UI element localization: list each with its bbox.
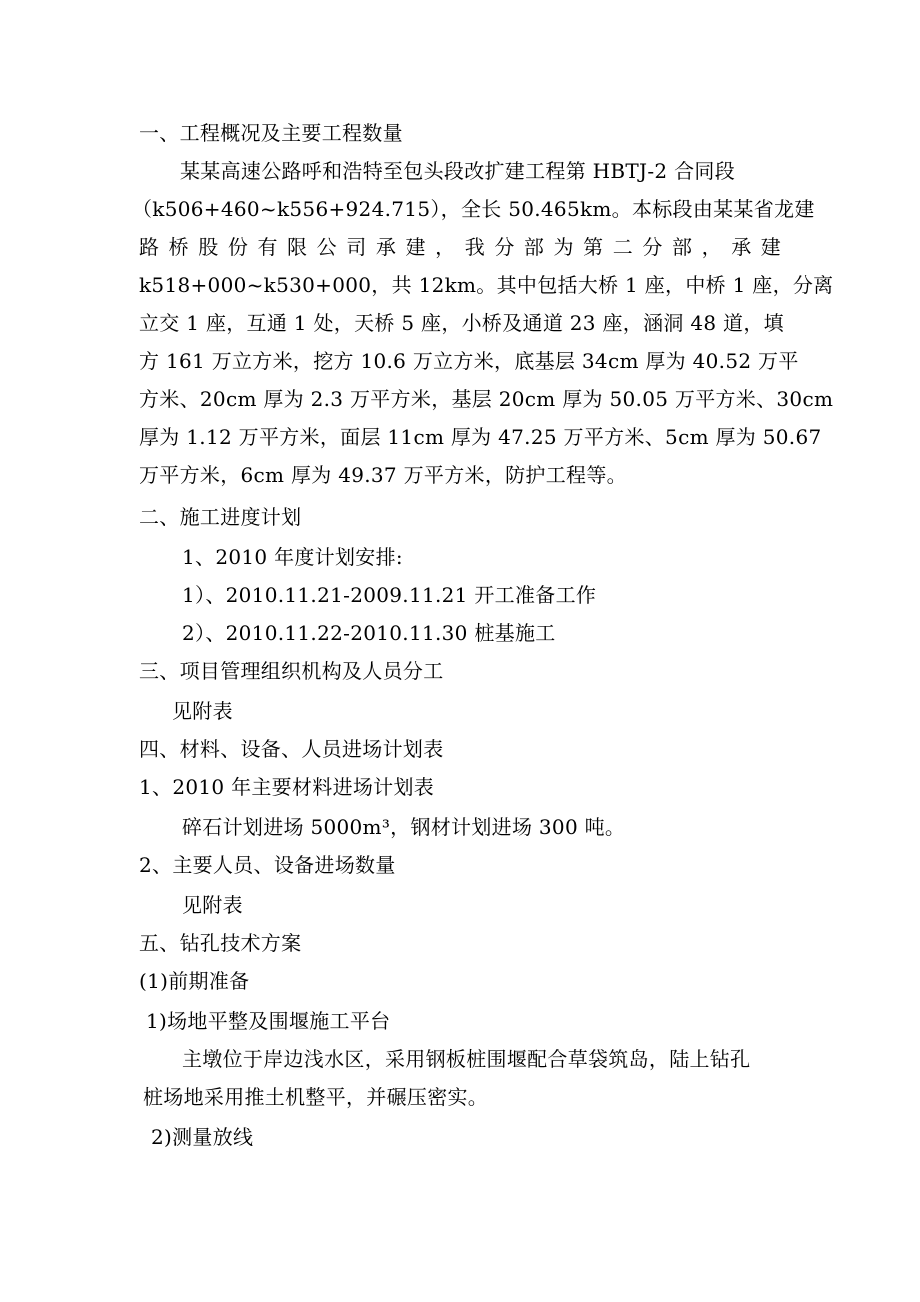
section-1-line-4: k518+000~k530+000，共 12km。其中包括大桥 1 座，中桥 1 座，分离 xyxy=(139,273,834,297)
section-1-line-7: 方米、20cm 厚为 2.3 万平方米，基层 20cm 厚为 50.05 万平方米、30cm xyxy=(139,387,834,411)
spaced-char: 司 xyxy=(346,235,367,259)
section-2-item-1: 1）、2010.11.21-2009.11.21 开工准备工作 xyxy=(182,583,597,607)
section-4-heading: 四、材料、设备、人员进场计划表 xyxy=(139,737,444,761)
section-4-sub-1-text: 碎石计划进场 5000m³，钢材计划进场 300 吨。 xyxy=(182,815,626,839)
spaced-char: 分 xyxy=(642,235,663,259)
section-5-text-1b: 桩场地采用推土机整平，并碾压密实。 xyxy=(143,1085,489,1109)
spaced-char: 有 xyxy=(257,235,278,259)
section-5-text-1a: 主墩位于岸边浅水区，采用钢板桩围堰配合草袋筑岛，陆上钻孔 xyxy=(182,1047,751,1071)
spaced-char: 为 xyxy=(553,235,574,259)
section-1-line-1: 某某高速公路呼和浩特至包头段改扩建工程第 HBTJ-2 合同段 xyxy=(180,159,735,183)
spaced-char: ， xyxy=(435,235,456,259)
spaced-char: 二 xyxy=(612,235,633,259)
section-5-sub-1: (1)前期准备 xyxy=(139,969,250,993)
section-4-note: 见附表 xyxy=(182,893,243,917)
spaced-char: 第 xyxy=(583,235,604,259)
spaced-char: 路 xyxy=(139,235,159,259)
section-1-line-5: 立交 1 座，互通 1 处，天桥 5 座，小桥及通道 23 座，涵洞 48 道，填 xyxy=(139,311,784,335)
spaced-char: 桥 xyxy=(168,235,189,259)
spaced-char: 公 xyxy=(316,235,337,259)
section-1-heading: 一、工程概况及主要工程数量 xyxy=(139,121,403,145)
section-2-item-2: 2）、2010.11.22-2010.11.30 桩基施工 xyxy=(182,621,556,645)
spaced-char: 承 xyxy=(375,235,396,259)
section-3-note: 见附表 xyxy=(172,699,233,723)
section-1-line-6: 方 161 万立方米，挖方 10.6 万立方米，底基层 34cm 厚为 40.52 万平 xyxy=(139,349,799,373)
spaced-char: 我 xyxy=(464,235,485,259)
section-5-item-1: 1)场地平整及围堰施工平台 xyxy=(146,1009,391,1033)
spaced-char: 部 xyxy=(671,235,692,259)
section-3-heading: 三、项目管理组织机构及人员分工 xyxy=(139,659,444,683)
spaced-char: 股 xyxy=(198,235,219,259)
spaced-char: 分 xyxy=(494,235,515,259)
section-4-sub-1: 1、2010 年主要材料进场计划表 xyxy=(139,775,435,799)
section-1-line-3-justified xyxy=(139,235,781,259)
section-5-item-2: 2)测量放线 xyxy=(151,1125,254,1149)
spaced-char: 部 xyxy=(523,235,544,259)
section-1-line-2: （k506+460~k556+924.715），全长 50.465km。本标段由某某省龙建 xyxy=(132,197,815,221)
spaced-char: 限 xyxy=(287,235,308,259)
section-1-line-8: 厚为 1.12 万平方米，面层 11cm 厚为 47.25 万平方米、5cm 厚为 50.67 xyxy=(139,425,822,449)
spaced-char: ， xyxy=(701,235,722,259)
spaced-char: 建 xyxy=(760,235,781,259)
section-2-sub-1: 1、2010 年度计划安排: xyxy=(182,545,403,569)
section-1-line-9: 万平方米，6cm 厚为 49.37 万平方米，防护工程等。 xyxy=(139,463,627,487)
section-2-heading: 二、施工进度计划 xyxy=(139,505,302,529)
spaced-char: 承 xyxy=(731,235,752,259)
section-4-sub-2: 2、主要人员、设备进场数量 xyxy=(139,853,396,877)
spaced-char: 建 xyxy=(405,235,426,259)
section-5-heading: 五、钻孔技术方案 xyxy=(139,931,302,955)
spaced-char: 份 xyxy=(227,235,248,259)
